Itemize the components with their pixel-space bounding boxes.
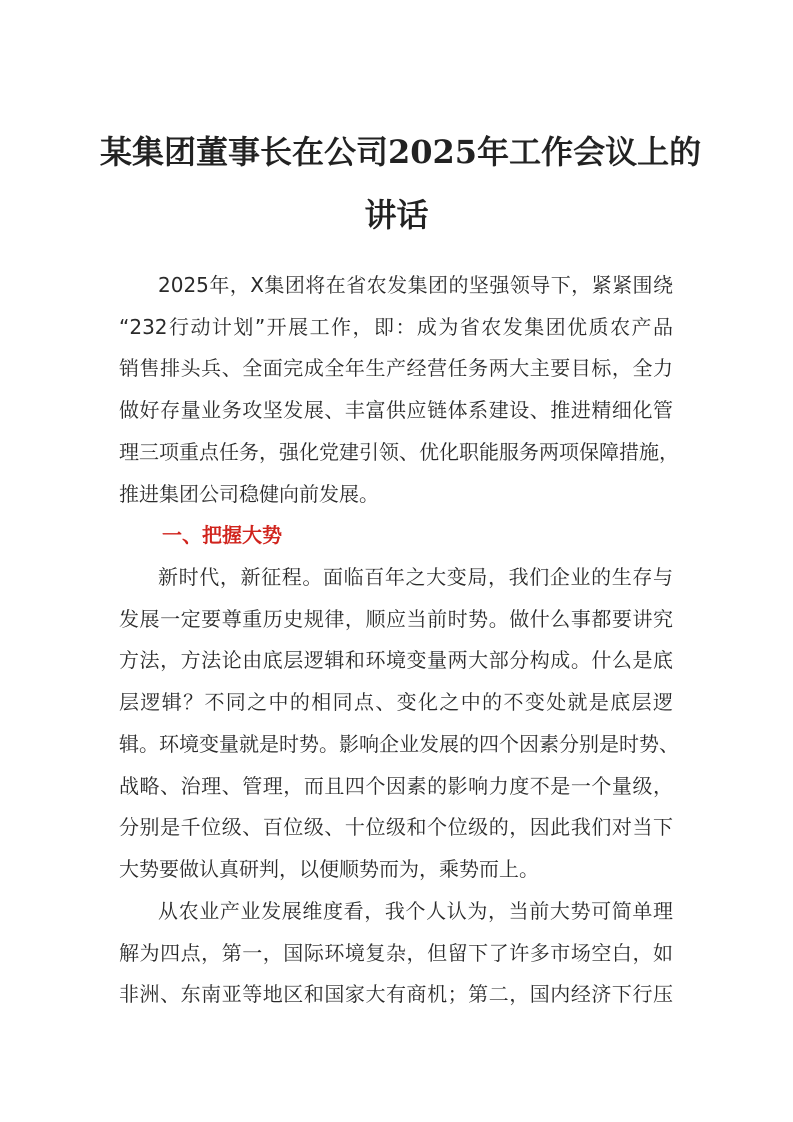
section-1-para-1-line: 新时代，新征程。面临百年之大变局，我们企业的生存与 (158, 565, 673, 589)
intro-line: “232行动计划”开展工作，即：成为省农发集团优质农产品 (119, 315, 673, 339)
document-title-line-1: 某集团董事长在公司2025年工作会议上的 (100, 133, 702, 171)
section-1-para-2-line: 解为四点，第一，国际环境复杂，但留下了许多市场空白，如 (119, 941, 673, 965)
intro-line: 做好存量业务攻坚发展、丰富供应链体系建设、推进精细化管 (119, 398, 673, 422)
section-1-para-1-line: 分别是千位级、百位级、十位级和个位级的，因此我们对当下 (119, 815, 673, 839)
section-1-para-1-line: 辑。环境变量就是时势。影响企业发展的四个因素分别是时势、 (119, 732, 679, 756)
section-1-para-1-line: 大势要做认真研判，以便顺势而为，乘势而上。 (119, 857, 539, 881)
section-heading: 一、把握大势 (162, 523, 282, 547)
intro-line: 销售排头兵、全面完成全年生产经营任务两大主要目标，全力 (119, 356, 673, 380)
document-title-line-2: 讲话 (364, 196, 429, 234)
section-1-para-1-line: 战略、治理、管理，而且四个因素的影响力度不是一个量级， (119, 774, 673, 798)
section-1-para-1-line: 方法，方法论由底层逻辑和环境变量两大部分构成。什么是底 (119, 648, 673, 672)
intro-line: 推进集团公司稳健向前发展。 (119, 482, 379, 506)
section-1-para-1-line: 发展一定要尊重历史规律，顺应当前时势。做什么事都要讲究 (119, 607, 673, 631)
section-1-para-2-line: 从农业产业发展维度看，我个人认为，当前大势可简单理 (158, 899, 673, 923)
section-1-para-2-line: 非洲、东南亚等地区和国家大有商机；第二，国内经济下行压 (119, 982, 673, 1006)
section-1-para-1-line: 层逻辑？不同之中的相同点、变化之中的不变处就是底层逻 (119, 690, 673, 714)
intro-line: 理三项重点任务，强化党建引领、优化职能服务两项保障措施， (119, 440, 679, 464)
intro-line: 2025年，X集团将在省农发集团的坚强领导下，紧紧围绕 (158, 273, 673, 297)
